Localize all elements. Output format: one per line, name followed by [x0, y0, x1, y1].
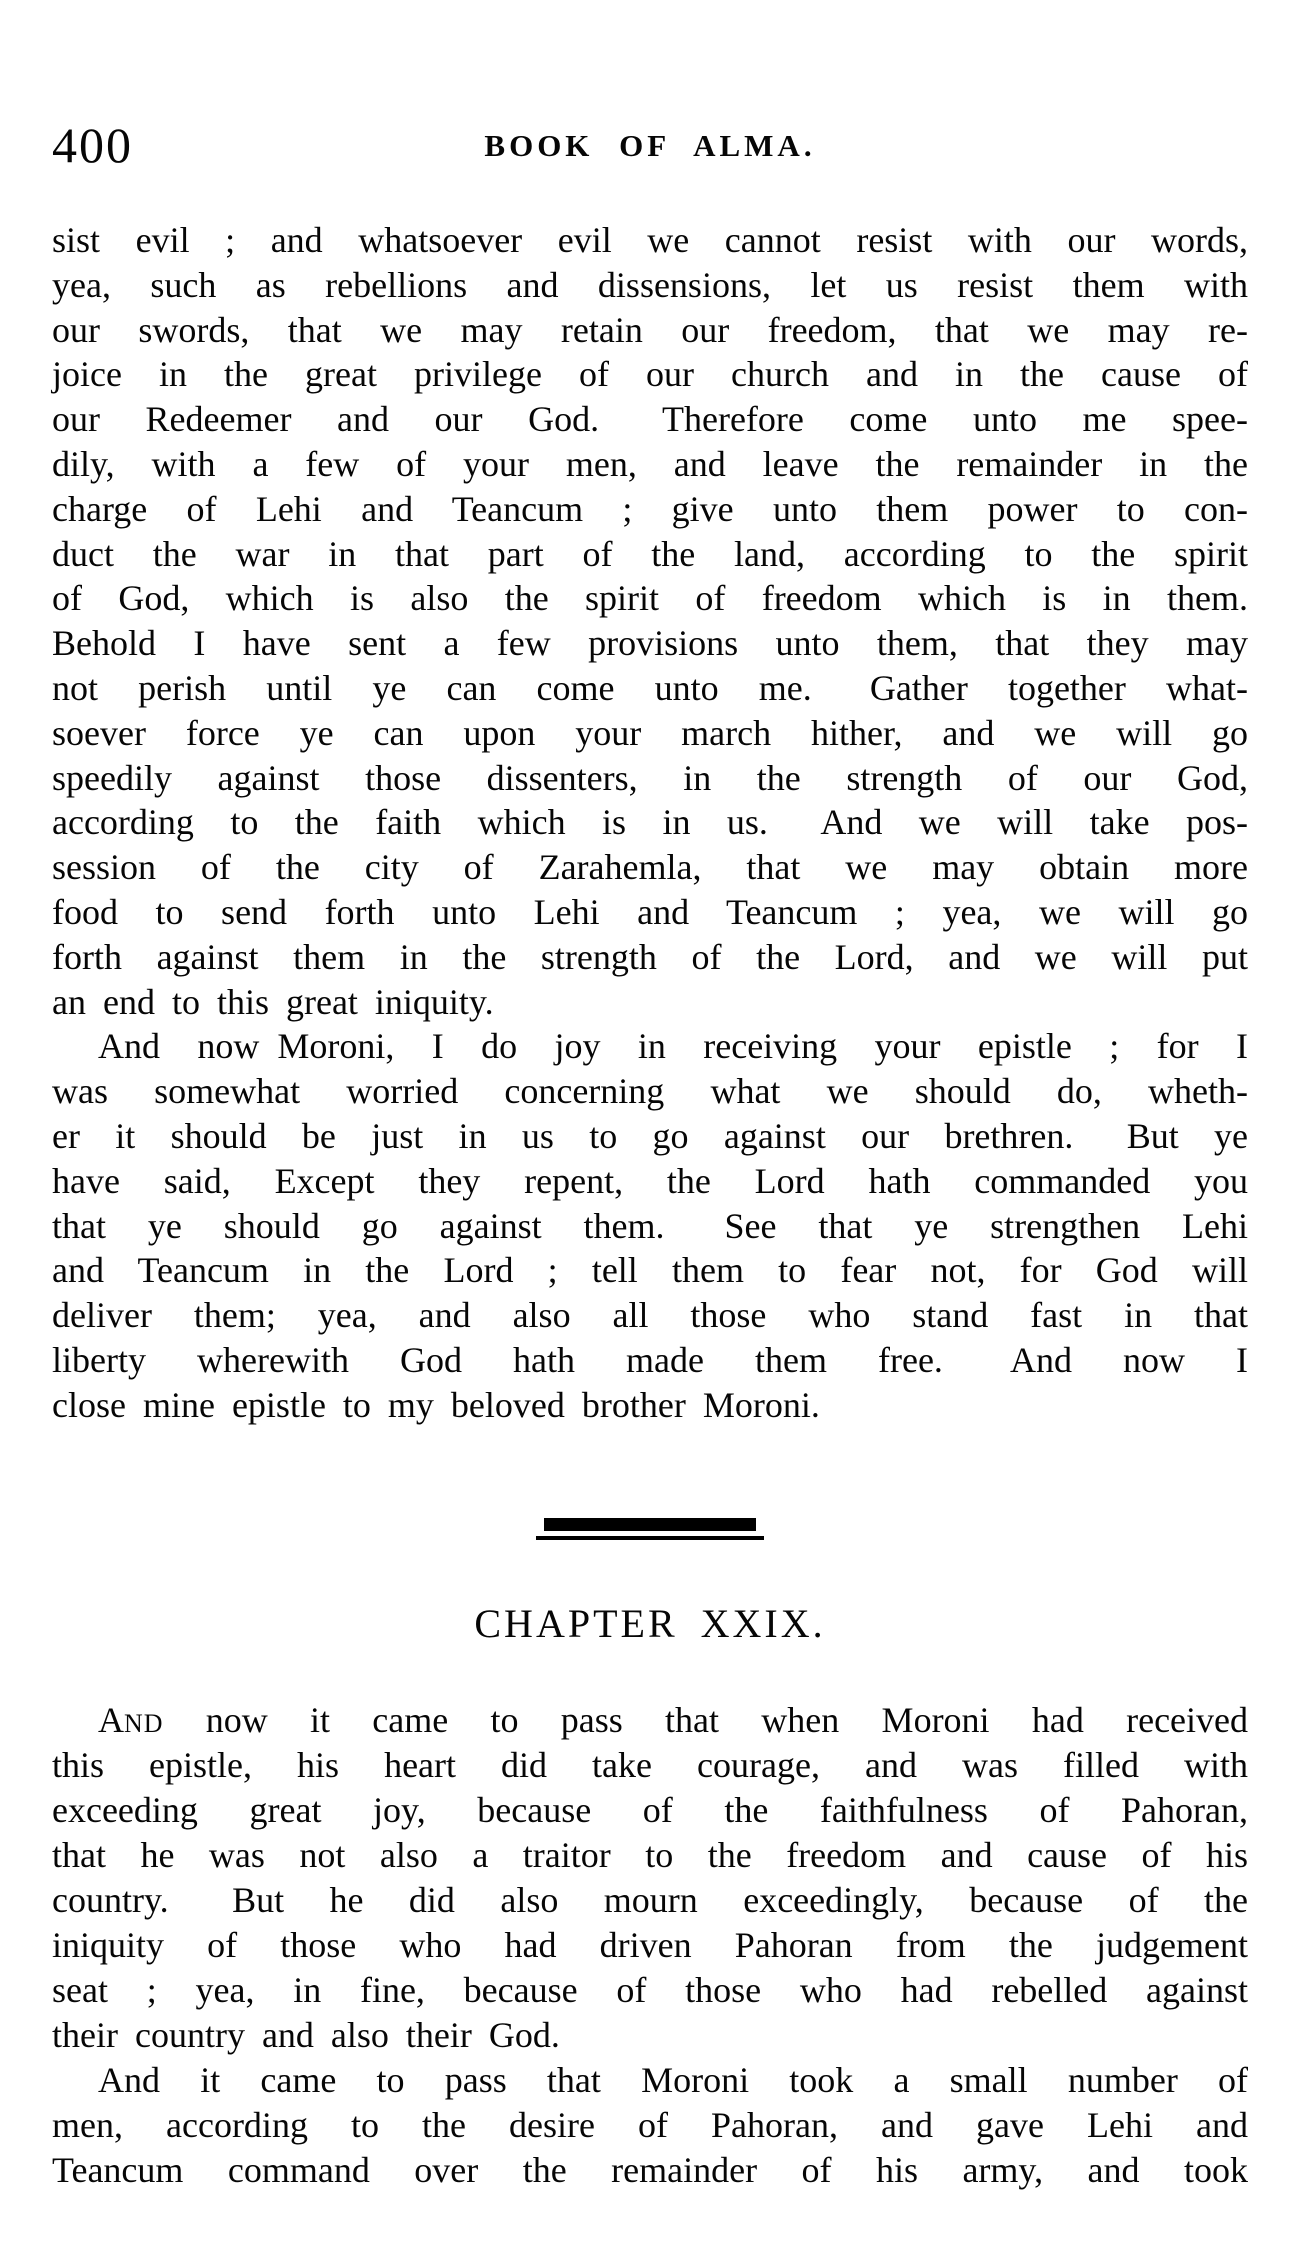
text-line: forth against them in the strength of the Lord, and we will put	[52, 936, 1248, 977]
body-text-block	[52, 218, 1248, 1428]
divider-thin-rule	[536, 1536, 764, 1540]
text-line: And it came to pass that Moroni took a small number of	[98, 2060, 1248, 2100]
text-line: and Teancum in the Lord ; tell them to fear not, for God will	[52, 1250, 1248, 1291]
text-line: yea, such as rebellions and dissensions, let us resist them with	[52, 264, 1248, 305]
text-line: AND now it came to pass that when Moroni had received	[98, 1700, 1248, 1740]
small-caps-lead: ND	[124, 1709, 164, 1738]
paragraph	[52, 2058, 1248, 2193]
paragraph	[52, 218, 1248, 1024]
text-line: sist evil ; and whatsoever evil we cannot resist with our words,	[52, 220, 1248, 260]
text-line: exceeding great joy, because of the faithfulness of Pahoran,	[52, 1790, 1248, 1830]
text-line: deliver them; yea, and also all those who stand fast in that	[52, 1295, 1248, 1336]
text-line: an end to this great iniquity.	[52, 981, 494, 1022]
text-line: this epistle, his heart did take courage, and was filled with	[52, 1745, 1248, 1785]
chapter-heading: CHAPTER XXIX.	[474, 1601, 826, 1646]
text-line: speedily against those dissenters, in the strength of our God,	[52, 757, 1248, 798]
text-line: Behold I have sent a few provisions unto them, that they may	[52, 623, 1248, 664]
text-line: dily, with a few of your men, and leave the remainder in the	[52, 443, 1248, 484]
text-line: our Redeemer and our God. Therefore come unto me spee-	[52, 399, 1248, 440]
text-line: men, according to the desire of Pahoran, and gave Lehi and	[52, 2105, 1248, 2145]
page-number: 400	[52, 117, 133, 173]
text-line: soever force ye can upon your march hither, and we will go	[52, 712, 1248, 753]
text-line: their country and also their God.	[52, 2015, 560, 2055]
paragraph	[52, 1024, 1248, 1427]
text-line: was somewhat worried concerning what we should do, wheth-	[52, 1071, 1248, 1112]
text-line: session of the city of Zarahemla, that we may obtain more	[52, 847, 1248, 888]
text-line: Teancum command over the remainder of his army, and took	[52, 2150, 1248, 2190]
text-line: that he was not also a traitor to the freedom and cause of his	[52, 1835, 1248, 1875]
text-line: liberty wherewith God hath made them free. And now I	[52, 1339, 1248, 1380]
text-line: seat ; yea, in fine, because of those who had rebelled against	[52, 1970, 1248, 2010]
text-column	[52, 0, 1248, 2264]
text-line: not perish until ye can come unto me. Gather together what-	[52, 667, 1248, 708]
text-line: have said, Except they repent, the Lord hath commanded you	[52, 1160, 1248, 1201]
text-line: food to send forth unto Lehi and Teancum ; yea, we will go	[52, 891, 1248, 932]
text-line: And now Moroni, I do joy in receiving your epistle ; for I	[98, 1026, 1248, 1067]
text-line: duct the war in that part of the land, according to the spirit	[52, 533, 1248, 574]
text-line: according to the faith which is in us. And we will take pos-	[52, 802, 1248, 843]
paragraph	[52, 1698, 1248, 2058]
text-line: country. But he did also mourn exceedingly, because of the	[52, 1880, 1248, 1920]
section-divider	[535, 1518, 765, 1540]
text-line: our swords, that we may retain our freedom, that we may re-	[52, 309, 1248, 350]
text-line: of God, which is also the spirit of freedom which is in them.	[52, 578, 1248, 619]
text-line: er it should be just in us to go against our brethren. But ye	[52, 1115, 1248, 1156]
running-title: BOOK OF ALMA.	[484, 128, 816, 163]
text-line: that ye should go against them. See that ye strengthen Lehi	[52, 1205, 1248, 1246]
text-line: joice in the great privilege of our church and in the cause of	[52, 354, 1248, 395]
text-line: iniquity of those who had driven Pahoran from the judgement	[52, 1925, 1248, 1965]
divider-thick-bar	[544, 1518, 756, 1531]
chapter-text-block	[52, 1698, 1248, 2193]
running-header	[52, 116, 1248, 180]
text-line: charge of Lehi and Teancum ; give unto them power to con-	[52, 488, 1248, 529]
text-line: close mine epistle to my beloved brother Moroni.	[52, 1384, 820, 1425]
